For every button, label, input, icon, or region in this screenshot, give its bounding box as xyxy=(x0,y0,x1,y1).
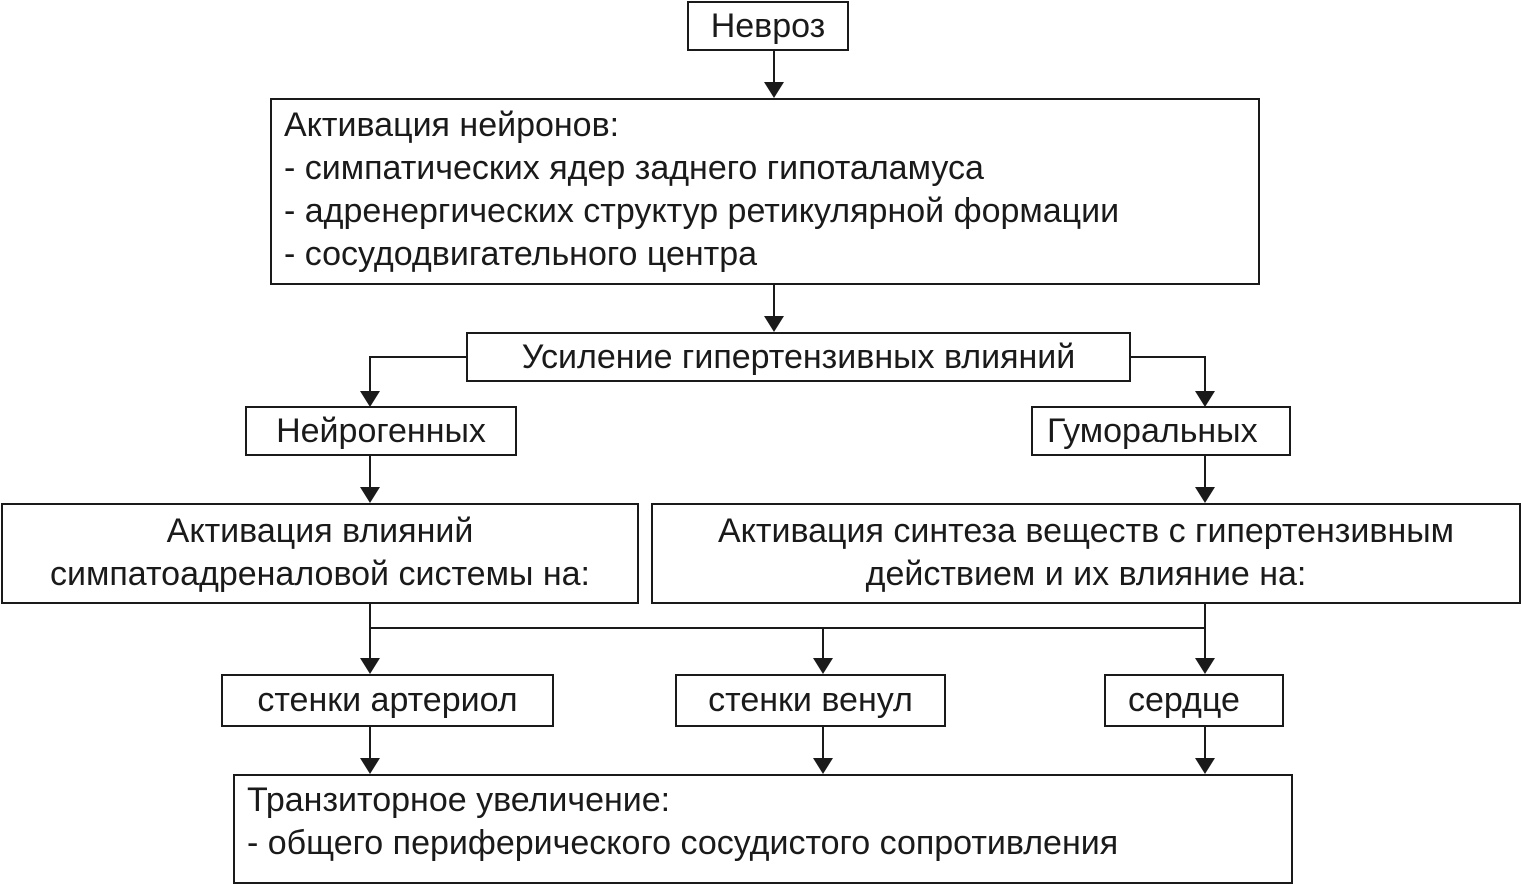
node-activation-neurons xyxy=(270,98,1260,285)
edge-neurogenic-to-sympathoadrenal xyxy=(360,456,380,503)
edge-hypertensive-to-humoral xyxy=(1130,357,1215,407)
node-sympathoadrenal xyxy=(1,503,639,604)
node-nevroz xyxy=(687,1,849,51)
node-activation-neurons-item-1: - симпатических ядер заднего гипоталамуса xyxy=(284,149,984,187)
node-activation-neurons-item-2: - адренергических структур ретикулярной формации xyxy=(284,192,1120,230)
edge-hypertensive-to-neurogenic xyxy=(360,357,467,407)
node-sympathoadrenal-line-2: симпатоадреналовой системы на: xyxy=(50,555,590,593)
edge-activation-to-hypertensive xyxy=(764,284,784,332)
edge-bus-to-venules xyxy=(813,628,833,674)
edge-venules-to-transient xyxy=(813,727,833,774)
node-venule-walls xyxy=(675,674,946,727)
node-synthesis-line-2: действием и их влияние на: xyxy=(865,555,1307,593)
node-arteriole-walls-label: стенки артериол xyxy=(257,681,518,719)
node-synthesis-line-1: Активация синтеза веществ с гипертензивным xyxy=(717,512,1455,550)
node-transient-increase xyxy=(233,774,1293,884)
node-humoral xyxy=(1031,406,1291,456)
edge-distribution-bus xyxy=(370,604,1205,628)
edge-nevroz-to-activation xyxy=(764,50,784,98)
node-neurogenic xyxy=(245,406,517,456)
node-heart xyxy=(1104,674,1284,727)
edge-arterioles-to-transient xyxy=(360,727,380,774)
node-transient-increase-item-1: - общего периферического сосудистого сопротивления xyxy=(247,824,1119,862)
edge-heart-to-transient xyxy=(1195,727,1215,774)
node-nevroz-label: Невроз xyxy=(710,7,826,45)
edge-bus-to-arterioles xyxy=(360,628,380,674)
node-sympathoadrenal-line-1: Активация влияний xyxy=(166,512,474,550)
node-neurogenic-label: Нейрогенных xyxy=(276,412,486,450)
node-humoral-label: Гуморальных xyxy=(1047,412,1258,450)
node-transient-increase-title: Транзиторное увеличение: xyxy=(247,781,671,819)
node-arteriole-walls xyxy=(221,674,554,727)
node-activation-neurons-item-3: - сосудодвигательного центра xyxy=(284,235,758,273)
edge-humoral-to-synthesis xyxy=(1195,456,1215,503)
edge-bus-to-heart xyxy=(1195,628,1215,674)
node-heart-label: сердце xyxy=(1128,681,1240,719)
node-hypertensive-label: Усиление гипертензивных влияний xyxy=(521,338,1076,376)
node-activation-neurons-title: Активация нейронов: xyxy=(284,106,620,144)
node-hypertensive xyxy=(466,332,1131,382)
node-venule-walls-label: стенки венул xyxy=(708,681,913,719)
node-synthesis xyxy=(651,503,1521,604)
